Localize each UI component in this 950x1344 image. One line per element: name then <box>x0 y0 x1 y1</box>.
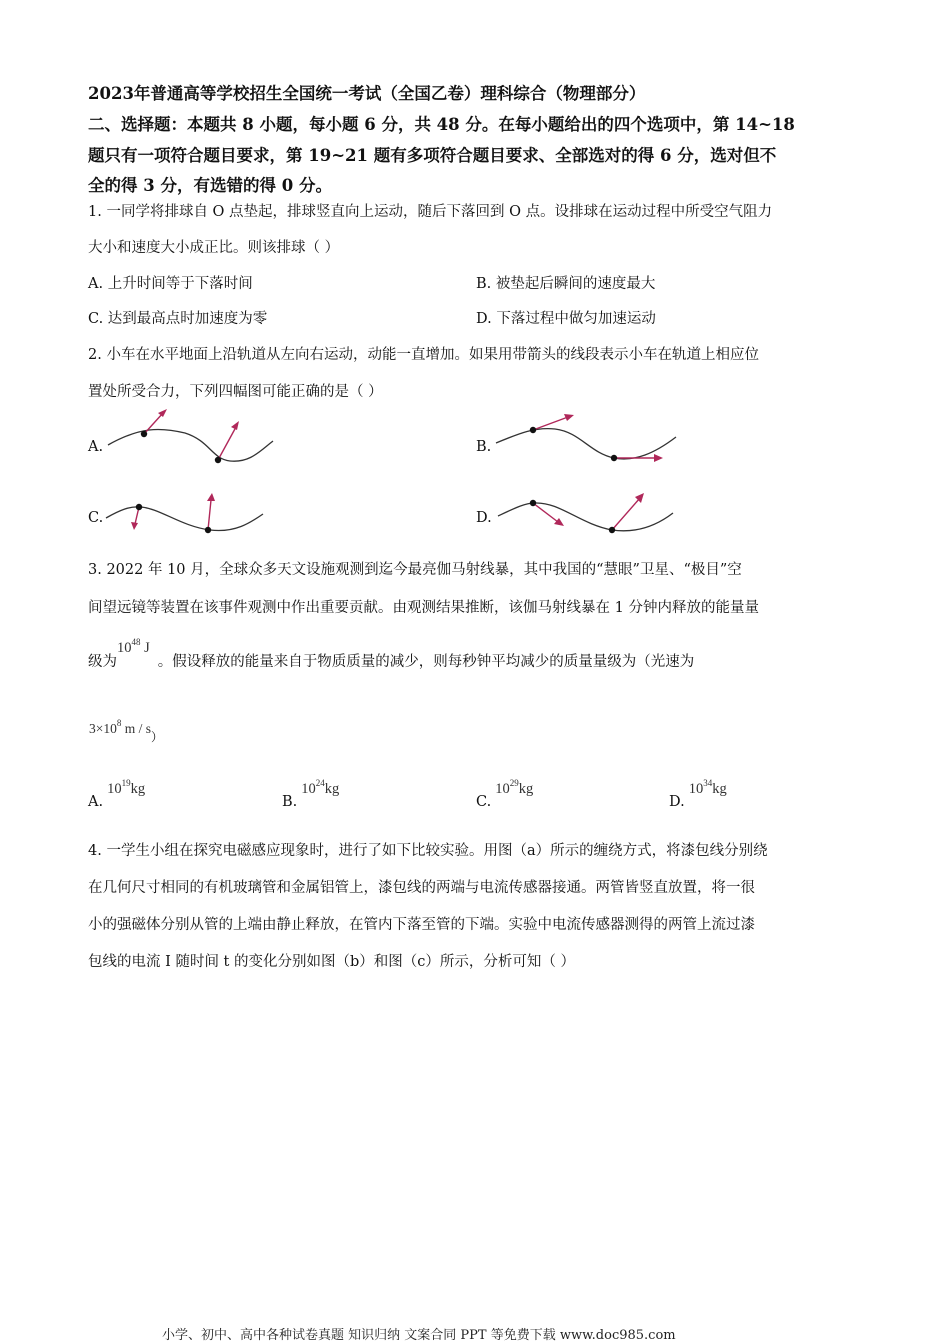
q2-figure-c <box>100 488 280 538</box>
value-exponent: 34 <box>703 778 713 788</box>
force-arrow <box>612 498 640 530</box>
car-position-dot <box>611 455 617 461</box>
value-unit: kg <box>518 781 534 797</box>
light-speed-base: 3×10 <box>89 721 117 736</box>
q2-option-b-label: B. <box>476 439 492 455</box>
q3-stem-line-4 <box>89 718 164 744</box>
value-unit: kg <box>130 781 146 797</box>
value-base: 10 <box>688 781 704 797</box>
option-label: B. <box>282 794 298 810</box>
car-position-dot <box>530 427 536 433</box>
section-heading-line-1: 二、选择题：本题共 8 小题，每小题 6 分，共 48 分。在每小题给出的四个选项中，第 14~18 <box>88 115 795 134</box>
q2-figure-b <box>490 405 680 470</box>
value-unit: kg <box>324 781 340 797</box>
arrowhead <box>231 421 239 430</box>
energy-exponent: 48 <box>131 637 141 647</box>
force-arrow <box>144 413 163 434</box>
page-footer: 小学、初中、高中各种试卷真题 知识归纳 文案合同 PPT 等免费下载 www.doc985.com <box>162 1328 676 1343</box>
option-value <box>495 778 534 797</box>
q1-stem-line-2: 大小和速度大小成正比。则该排球（ ） <box>88 240 340 256</box>
car-position-dot <box>136 504 142 510</box>
arrowhead <box>158 409 167 417</box>
force-arrow <box>208 500 211 530</box>
car-position-dot <box>530 500 536 506</box>
q2-figure-a <box>100 405 280 470</box>
q3-stem-line-3 <box>88 637 695 671</box>
option-label: A. <box>88 794 104 810</box>
car-position-dot <box>215 457 221 463</box>
value-base: 10 <box>107 781 122 797</box>
option-value <box>107 778 146 797</box>
option-label: D. <box>669 794 685 810</box>
energy-unit: J <box>140 640 150 656</box>
q3-option-c <box>476 778 534 810</box>
q3-line3-suffix: 。假设释放的能量来自于物质质量的减少，则每秒钟平均减少的质量量级为（光速为 <box>157 654 695 670</box>
closing-paren: ） <box>151 730 164 744</box>
q1-option-d: D. 下落过程中做匀加速运动 <box>476 311 656 327</box>
option-value <box>688 778 727 797</box>
value-base: 10 <box>495 781 510 797</box>
q2-option-a-label: A. <box>88 439 104 455</box>
arrowhead <box>554 518 564 526</box>
track-curve <box>106 507 263 531</box>
track-curve <box>498 503 673 531</box>
car-position-dot <box>609 527 615 533</box>
value-unit: kg <box>712 781 727 797</box>
q2-stem-line-1: 2. 小车在水平地面上沿轨道从左向右运动，动能一直增加。如果用带箭头的线段表示小车在轨道上相应位 <box>88 347 759 363</box>
q1-option-c: C. 达到最高点时加速度为零 <box>88 311 268 327</box>
arrowhead <box>131 522 138 530</box>
section-heading-line-3: 全的得 3 分，有选错的得 0 分。 <box>88 176 332 195</box>
force-arrow <box>218 427 236 460</box>
q1-option-a: A. 上升时间等于下落时间 <box>88 276 253 292</box>
q1-option-b: B. 被垫起后瞬间的速度最大 <box>476 276 656 292</box>
value-exponent: 24 <box>315 778 325 788</box>
value-base: 10 <box>301 781 316 797</box>
q3-stem-line-2: 间望远镜等装置在该事件观测中作出重要贡献。由观测结果推断，该伽马射线暴在 1 分钟内释放的能量量 <box>88 600 759 616</box>
arrowhead <box>564 414 574 421</box>
option-value <box>301 778 340 797</box>
value-exponent: 19 <box>121 778 131 788</box>
energy-value <box>117 637 150 656</box>
q1-stem-line-1: 1. 一同学将排球自 O 点垫起，排球竖直向上运动，随后下落回到 O 点。设排球在运动过程中所受空气阻力 <box>88 204 773 220</box>
section-heading-line-2: 题只有一项符合题目要求，第 19~21 题有多项符合题目要求、全部选对的得 6 分，选对但不 <box>88 146 777 165</box>
q4-stem-line-3: 小的强磁体分别从管的上端由静止释放，在管内下落至管的下端。实验中电流传感器测得的两管上流过漆 <box>88 917 755 933</box>
q3-option-b <box>282 778 340 810</box>
q2-stem-line-2: 置处所受合力，下列四幅图可能正确的是（ ） <box>88 384 383 400</box>
q4-stem-line-2: 在几何尺寸相同的有机玻璃管和金属铝管上，漆包线的两端与电流传感器接通。两管皆竖直放置，将一很 <box>88 880 755 896</box>
arrowhead <box>654 454 663 462</box>
energy-base: 10 <box>117 640 132 656</box>
q3-line3-prefix: 级为 <box>88 654 117 670</box>
q4-stem-line-1: 4. 一学生小组在探究电磁感应现象时，进行了如下比较实验。用图（a）所示的缠绕方式，将漆包线分别绕 <box>88 843 768 859</box>
track-curve <box>108 429 273 461</box>
track-curve <box>496 429 676 459</box>
q3-option-a <box>88 778 146 810</box>
car-position-dot <box>205 527 211 533</box>
q2-option-c-label: C. <box>88 510 104 526</box>
q4-stem-line-4: 包线的电流 I 随时间 t 的变化分别如图（b）和图（c）所示，分析可知（ ） <box>88 954 576 970</box>
value-exponent: 29 <box>509 778 519 788</box>
light-speed-exponent: 8 <box>116 718 122 728</box>
light-speed-unit: m / s <box>121 721 152 736</box>
option-label: C. <box>476 794 492 810</box>
q2-option-d-label: D. <box>476 510 492 526</box>
exam-title: 2023年普通高等学校招生全国统一考试（全国乙卷）理科综合（物理部分） <box>88 84 646 103</box>
q2-figure-d <box>490 488 680 538</box>
q3-stem-line-1: 3. 2022 年 10 月，全球众多天文设施观测到迄今最亮伽马射线暴，其中我国的“慧眼”卫星、“极目”空 <box>88 562 742 578</box>
light-speed-value <box>89 718 152 736</box>
q3-option-d <box>669 778 727 810</box>
arrowhead <box>207 493 215 501</box>
car-position-dot <box>141 431 147 437</box>
